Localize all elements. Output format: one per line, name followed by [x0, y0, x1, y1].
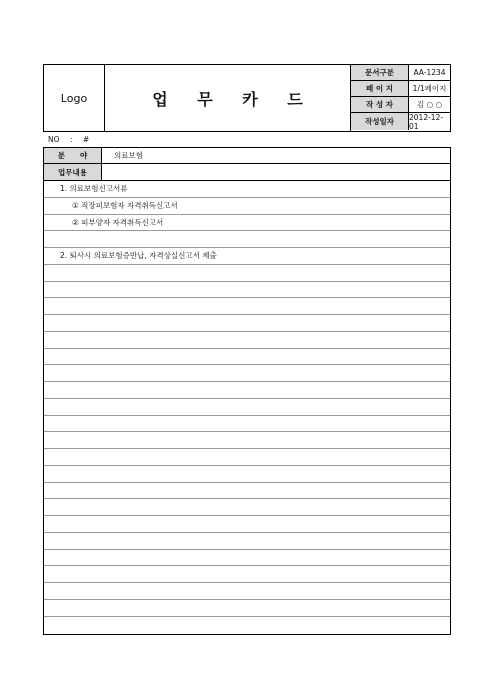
content-line[interactable]	[44, 499, 450, 516]
content-line[interactable]	[44, 198, 450, 215]
content-line[interactable]	[44, 365, 450, 382]
content-line[interactable]	[44, 315, 450, 332]
number-value: #	[82, 135, 90, 144]
meta-row-author	[351, 97, 450, 113]
meta-row-page	[351, 81, 450, 97]
content-line[interactable]	[44, 432, 450, 449]
field-value[interactable]: 의료보험	[114, 151, 143, 160]
content-line[interactable]	[44, 399, 450, 416]
content-line[interactable]	[44, 248, 450, 265]
content-line[interactable]	[44, 600, 450, 617]
content-line[interactable]	[44, 282, 450, 299]
meta-table	[351, 65, 450, 131]
content-line[interactable]	[44, 382, 450, 399]
meta-key: 작 성 자	[351, 97, 409, 112]
meta-value: 2012-12-01	[409, 112, 444, 131]
content-line[interactable]	[44, 617, 450, 634]
field-row	[44, 148, 450, 164]
content-line[interactable]	[44, 466, 450, 483]
content-line[interactable]	[44, 231, 450, 248]
content-line[interactable]	[44, 449, 450, 466]
field-label: 분 야	[44, 148, 102, 163]
meta-key: 페 이 지	[351, 81, 409, 96]
number-separator: :	[69, 135, 73, 144]
content-line[interactable]	[44, 265, 450, 282]
content-line[interactable]	[44, 298, 450, 315]
content-line[interactable]	[44, 483, 450, 500]
content-line[interactable]	[44, 349, 450, 366]
content-line-text: ① 직장피보험자 자격취득신고서	[72, 201, 178, 211]
content-line-text: ② 피부양자 자격취득신고서	[72, 217, 164, 227]
content-line[interactable]	[44, 181, 450, 198]
meta-row-date	[351, 113, 450, 130]
meta-value: AA-1234	[413, 68, 446, 77]
content-line[interactable]	[44, 516, 450, 533]
content-row	[44, 164, 450, 181]
meta-value: 1/1페이지	[412, 84, 447, 93]
content-label: 업무내용	[44, 164, 102, 180]
meta-value: 김 ○ ○	[416, 100, 443, 109]
content-line[interactable]	[44, 215, 450, 232]
content-line-text: 1. 의료보험신고서류	[60, 184, 128, 194]
content-line-text: 2. 퇴사시 의료보험증반납, 자격상실신고서 제출	[60, 251, 217, 261]
document-title: 업 무 카 드	[105, 65, 351, 131]
content-line[interactable]	[44, 583, 450, 600]
content-line[interactable]	[44, 566, 450, 583]
content-line[interactable]	[44, 550, 450, 567]
logo: Logo	[44, 65, 105, 131]
meta-row-doc-type	[351, 65, 450, 81]
number-line	[48, 135, 89, 144]
meta-key: 문서구분	[351, 65, 409, 80]
content-line[interactable]	[44, 332, 450, 349]
number-label: NO	[48, 135, 60, 144]
content-line[interactable]	[44, 416, 450, 433]
work-card-form	[43, 147, 451, 635]
header-block	[43, 64, 451, 132]
content-line[interactable]	[44, 533, 450, 550]
meta-key: 작성일자	[351, 113, 409, 130]
